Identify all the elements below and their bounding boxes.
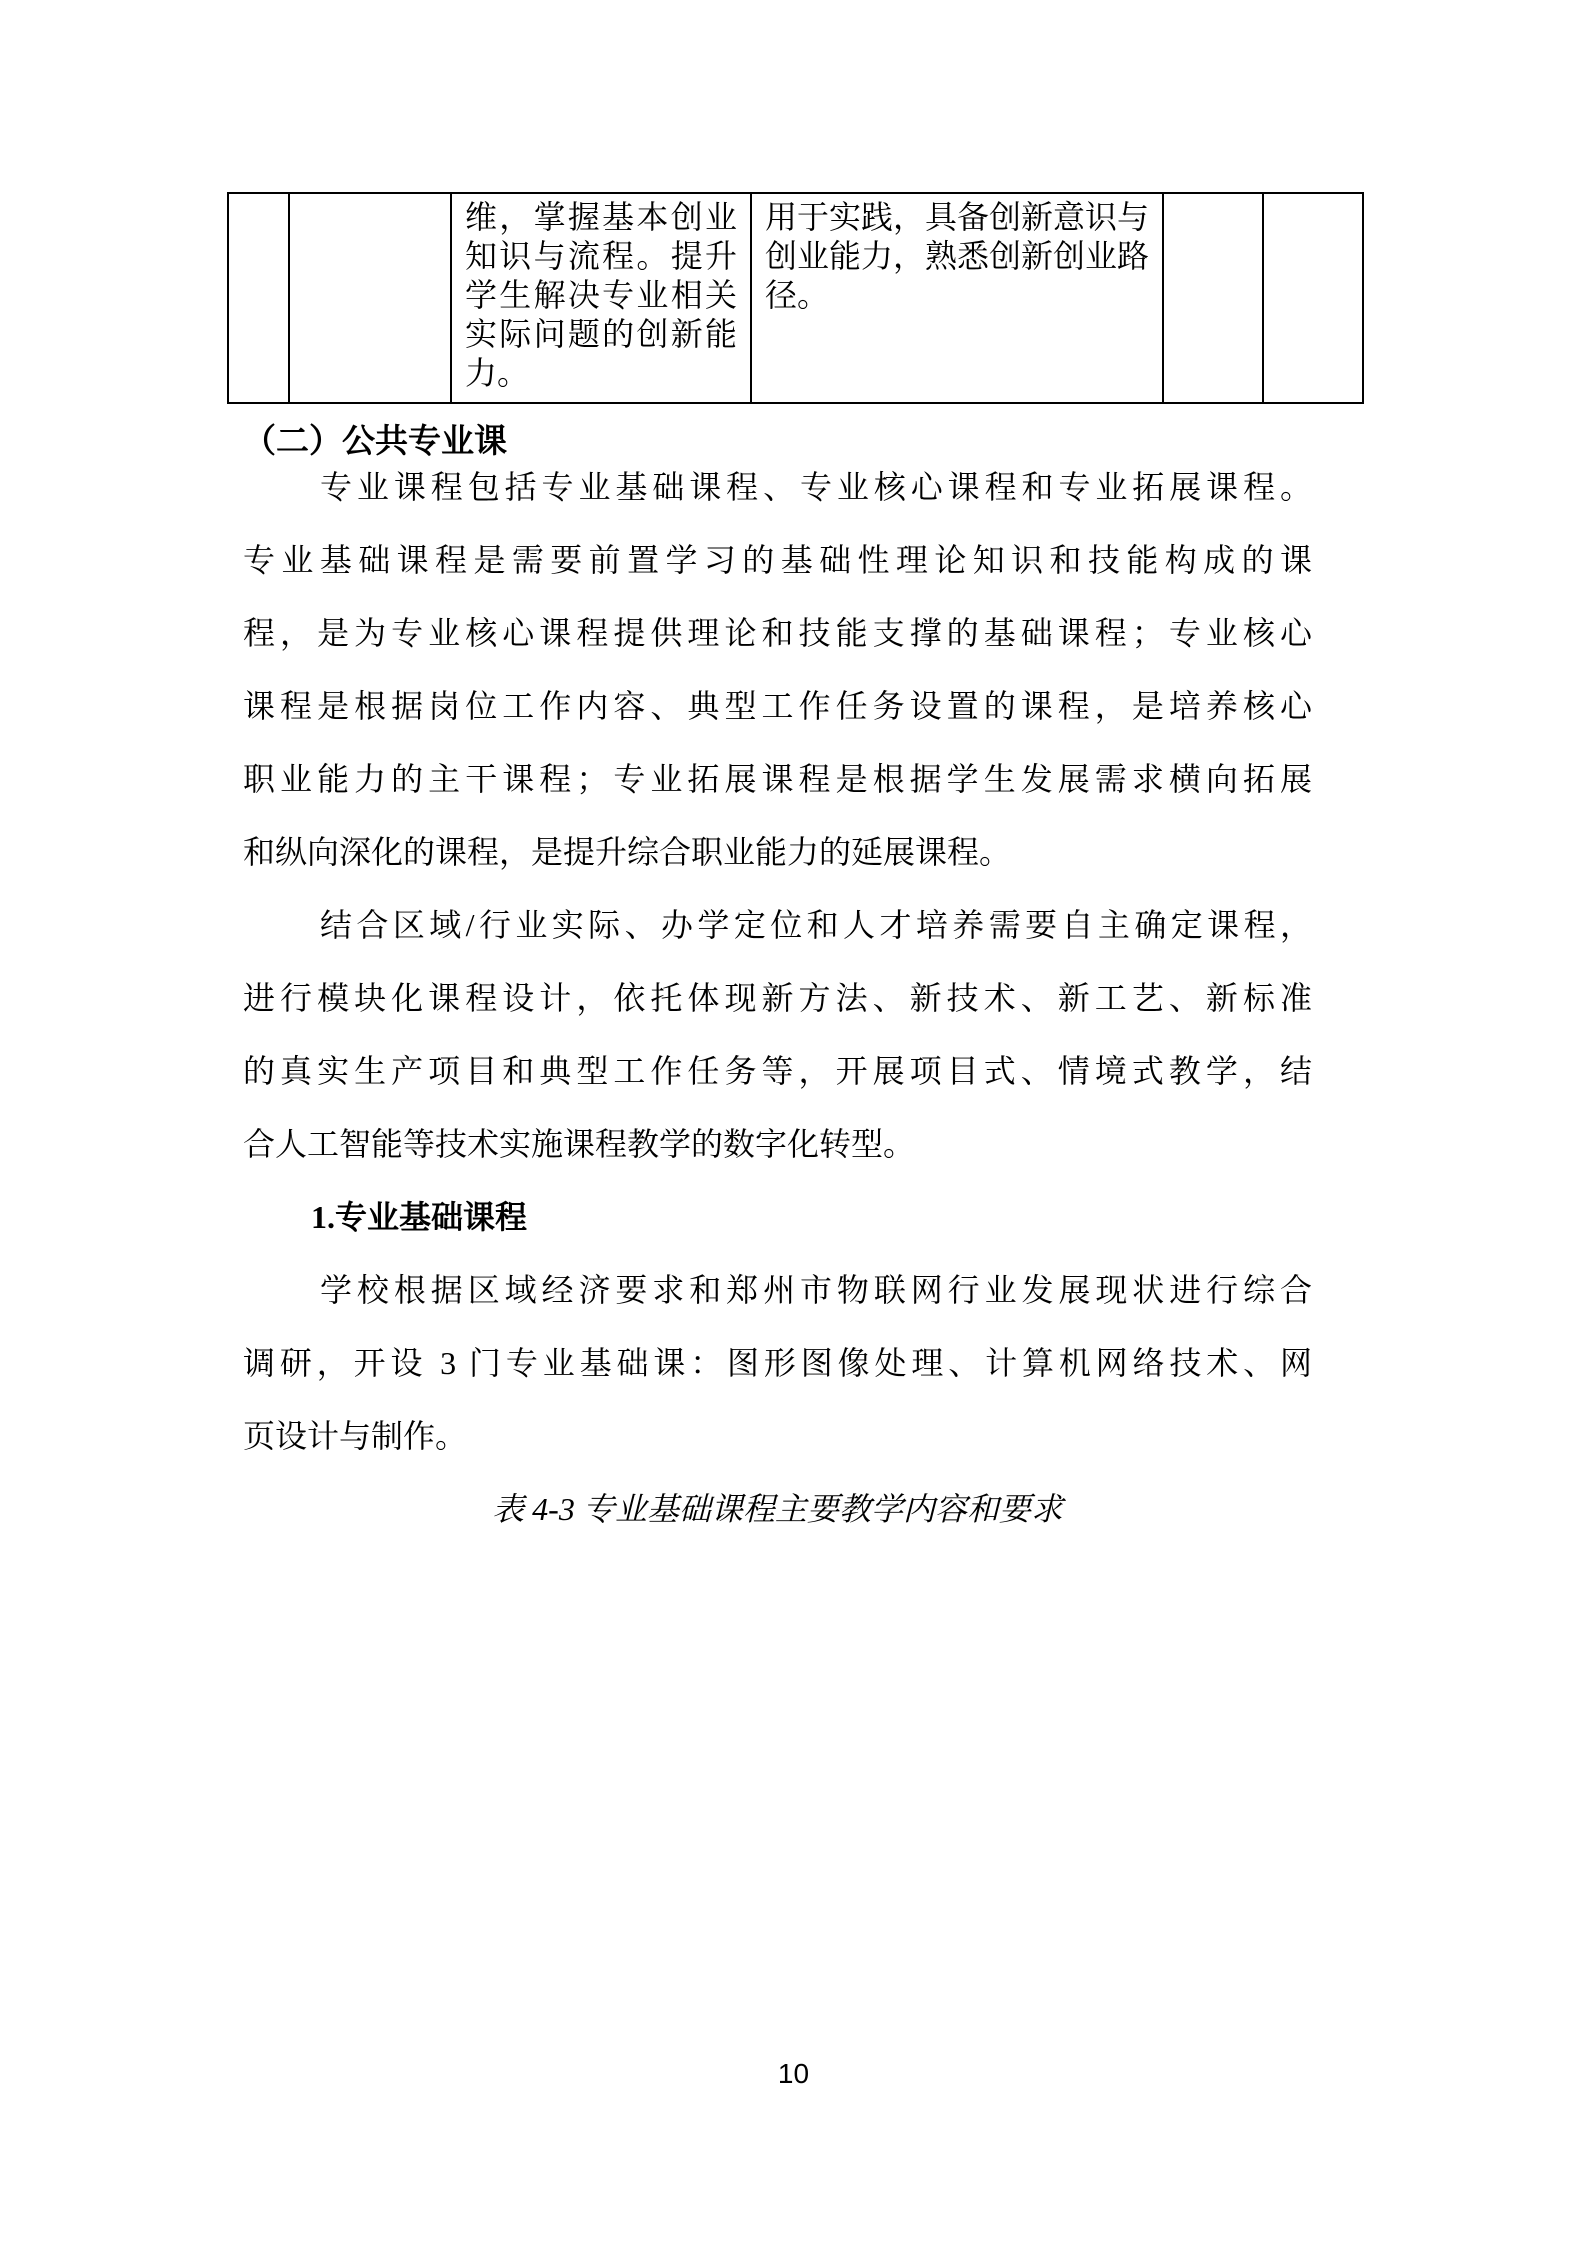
body-text <box>243 451 1312 1546</box>
cell-text-line: 维，掌握基本创业 <box>465 199 737 235</box>
text-line: 专业课程包括专业基础课程、专业核心课程和专业拓展课程。 <box>320 469 1312 505</box>
table-row <box>228 193 1363 403</box>
text-line: 学校根据区域经济要求和郑州市物联网行业发展现状进行综合 <box>320 1272 1312 1308</box>
cell-text-line: 用于实践，具备创新意识与 <box>765 199 1150 235</box>
text-line: 页设计与制作。 <box>243 1418 468 1454</box>
table-cell-3 <box>451 193 751 403</box>
text-line: 和纵向深化的课程，是提升综合职业能力的延展课程。 <box>243 834 1012 870</box>
cell-text-line: 径。 <box>765 277 830 313</box>
table-cell-6 <box>1263 193 1363 403</box>
page-number: 10 <box>777 2058 810 2089</box>
paragraph-3 <box>243 1254 1312 1473</box>
table-cell-2 <box>289 193 451 403</box>
table-cell-5 <box>1163 193 1263 403</box>
table-cell-1 <box>228 193 289 403</box>
cell-text-line: 知识与流程。提升 <box>465 238 737 274</box>
section-heading: （二）公共专业课 <box>243 422 507 459</box>
text-line: 调研，开设 3 门专业基础课：图形图像处理、计算机网络技术、网 <box>243 1345 1312 1381</box>
cell-text-line: 实际问题的创新能 <box>465 316 737 352</box>
cell-text-line: 学生解决专业相关 <box>465 277 737 313</box>
cell-text-line: 力。 <box>465 355 530 391</box>
text-line: 程，是为专业核心课程提供理论和技能支撑的基础课程；专业核心 <box>243 615 1312 651</box>
paragraph-2 <box>243 889 1312 1181</box>
paragraph-1 <box>243 451 1312 889</box>
text-line: 结合区域/行业实际、办学定位和人才培养需要自主确定课程， <box>320 907 1312 943</box>
table-caption: 表 4-3 专业基础课程主要教学内容和要求 <box>492 1491 1063 1527</box>
cell-text-line: 创业能力，熟悉创新创业路 <box>765 238 1150 274</box>
text-line: 课程是根据岗位工作内容、典型工作任务设置的课程，是培养核心 <box>243 688 1312 724</box>
text-line: 合人工智能等技术实施课程教学的数字化转型。 <box>243 1126 916 1162</box>
continuation-table <box>227 192 1364 404</box>
text-line: 专业基础课程是需要前置学习的基础性理论知识和技能构成的课 <box>243 542 1312 578</box>
table-cell-4 <box>751 193 1163 403</box>
subsection-heading: 1.专业基础课程 <box>311 1199 528 1235</box>
text-line: 的真实生产项目和典型工作任务等，开展项目式、情境式教学，结 <box>243 1053 1312 1089</box>
text-line: 进行模块化课程设计，依托体现新方法、新技术、新工艺、新标准 <box>243 980 1312 1016</box>
text-line: 职业能力的主干课程；专业拓展课程是根据学生发展需求横向拓展 <box>243 761 1312 797</box>
